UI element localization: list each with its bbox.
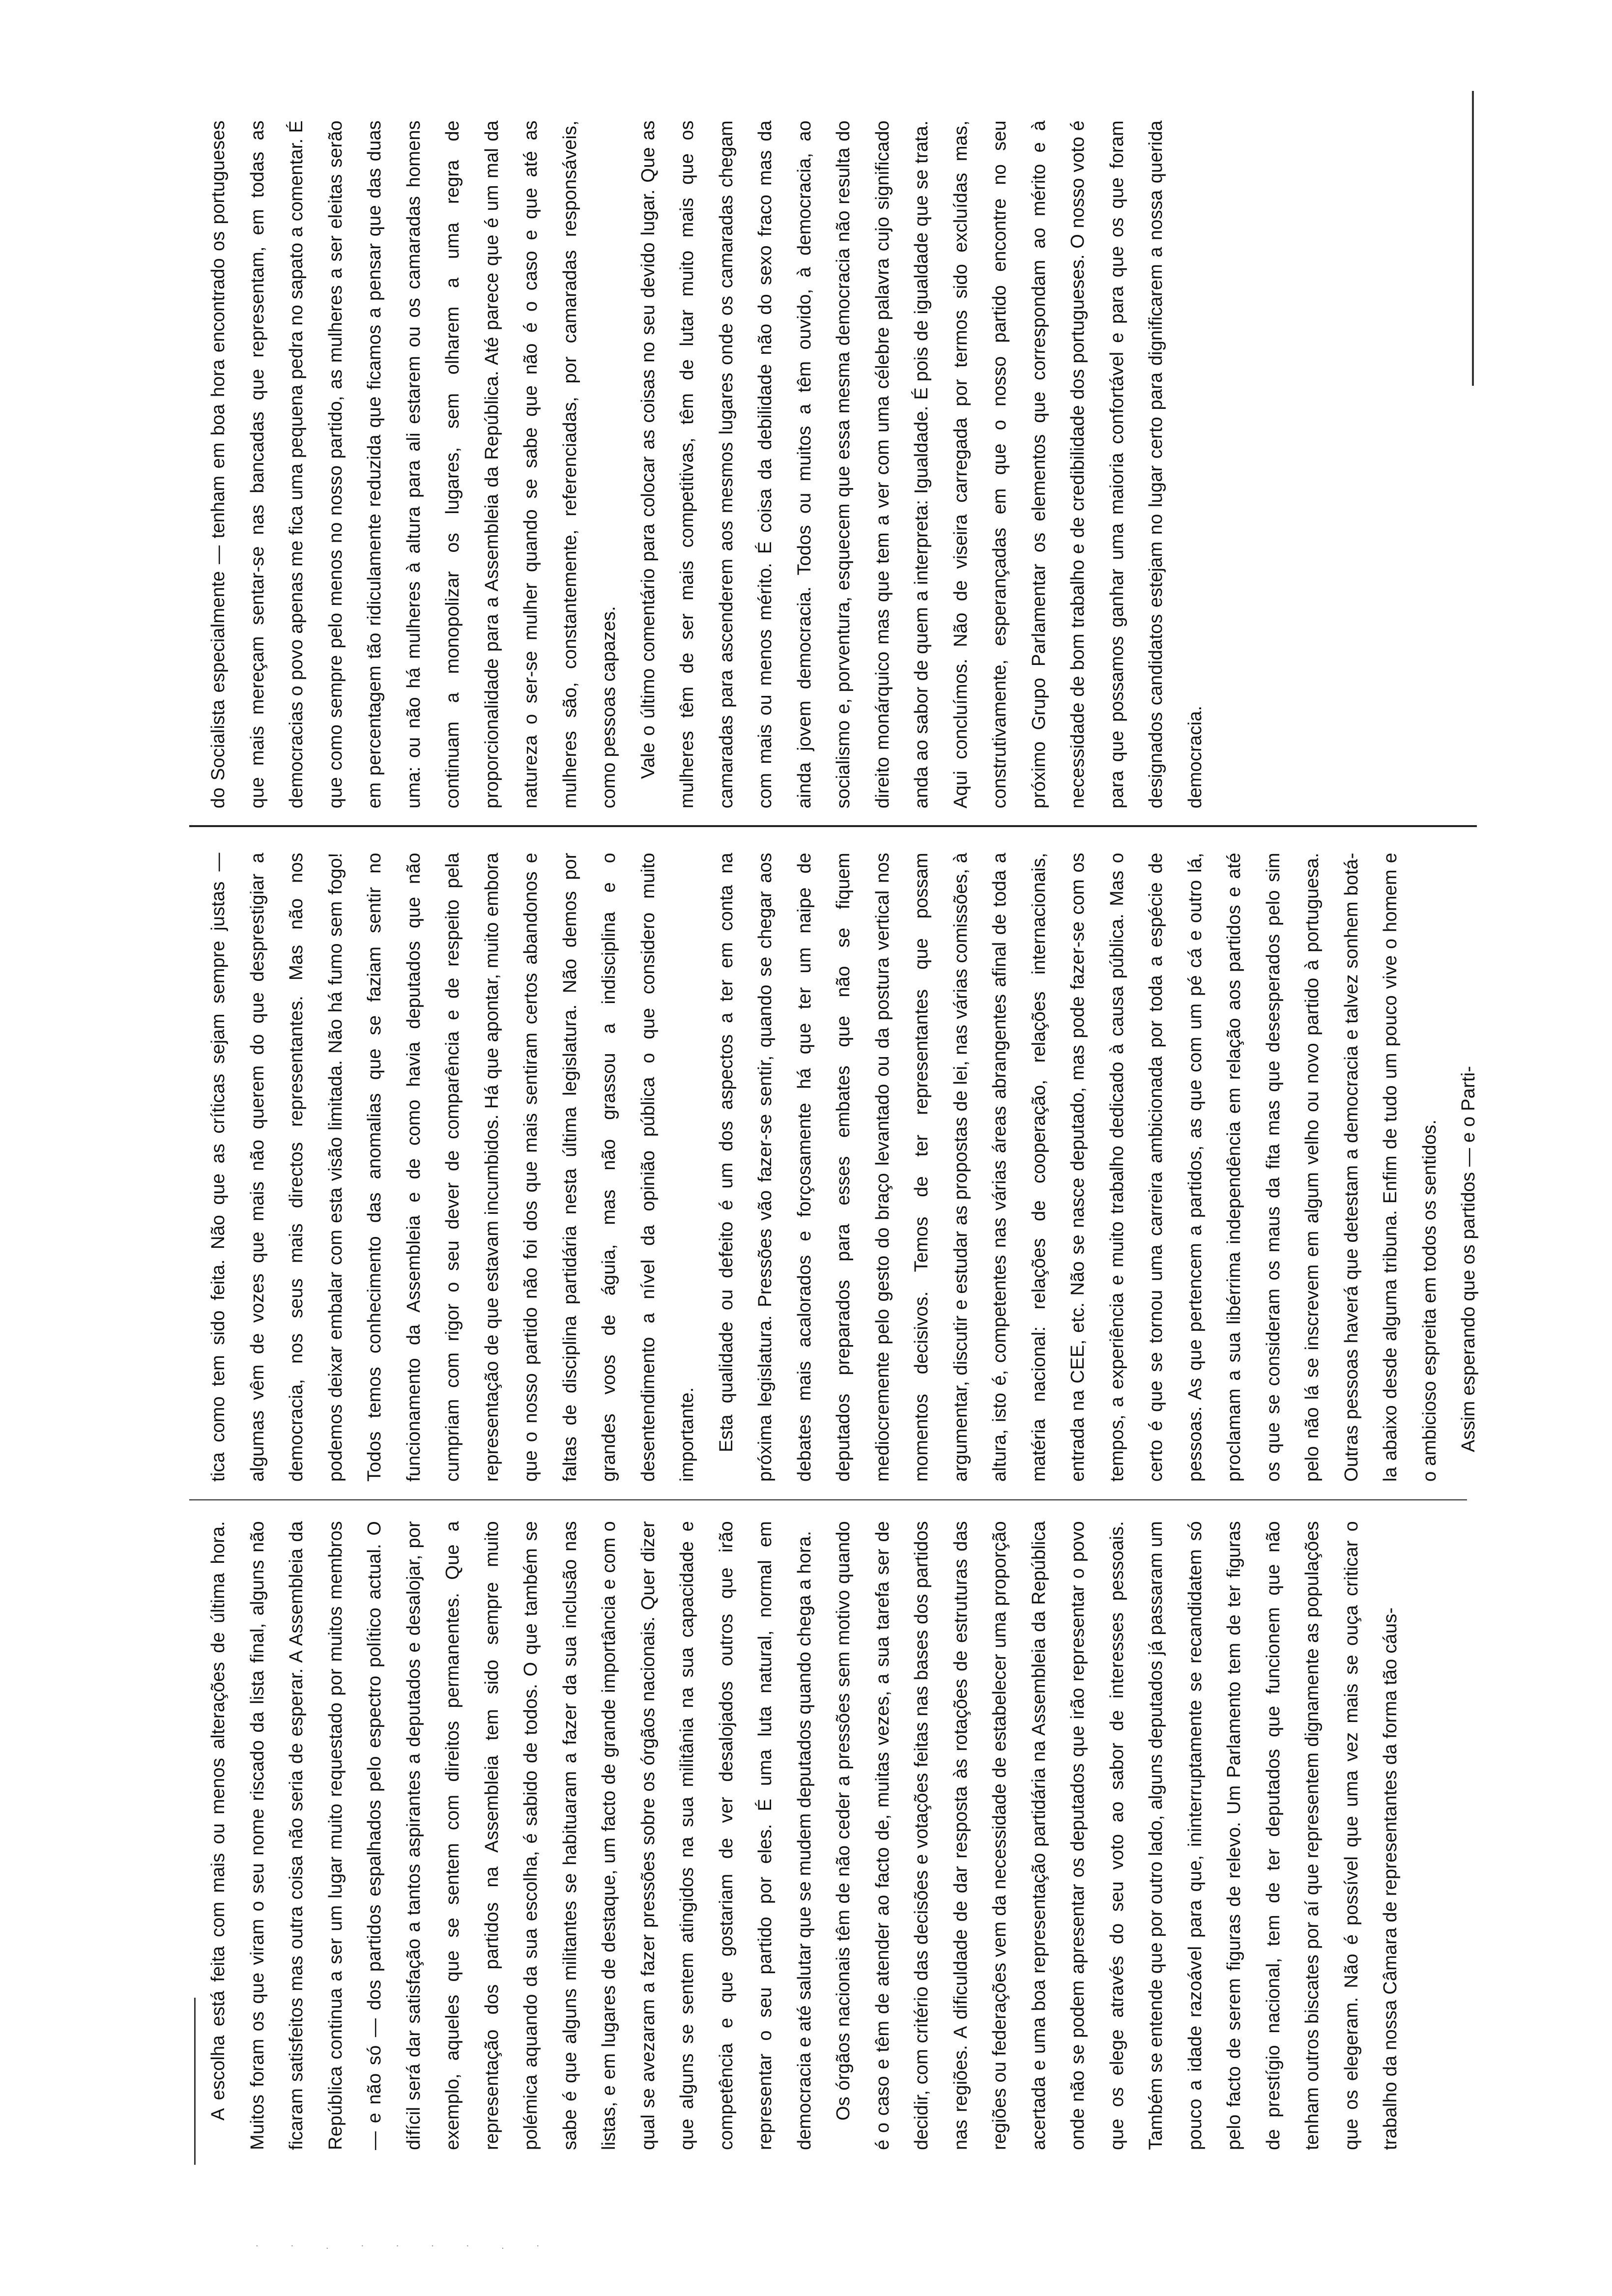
paragraph: Assim esperando que os partidos — e o Parti- <box>1458 1065 1479 1452</box>
paragraph: Os órgãos nacionais têm de não ceder a pressões sem motivo quando é o caso e têm de atender ao facto de, muitas vezes, a sua tarefa ser de decidir, com critério das decisões e votações feitas nas bases dos partidos nas regiões. A dificuldade de dar resposta às rotações de estruturas das regiões ou federações vem da necessidade de estabelecer uma proporção acertada e uma boa representação partidária na Assembleia da República onde não se podem apresentar os deputados que irão representar o povo que os elege através do seu voto ao sabor de interesses pessoais. Também se entende que por outro lado, alguns deputados já passaram um pouco a idade razoável para que, ininterruptamente se recandidatem só pelo facto de serem figuras de relevo. Um Parlamento tem de ter figuras de prestígio nacional, tem de ter deputados que funcionem que não tenham outros biscates por aí que representem dignamente as populações que os elegeram. Não é possível que uma vez mais se ouça criticar o trabalho da nossa Câmara de representantes da forma tão cáus- <box>833 1521 1401 2150</box>
paragraph: Vale o último comentário para colocar as coisas no seu devido lugar. Que as mulheres têm de ser mais competitivas, têm de lutar muito mais que os camaradas para ascenderem aos mesmos lugares onde os camaradas chegam com mais ou menos mérito. É coisa da debilidade não do sexo fraco mas da ainda jovem democracia. Todos ou muitos a têm ouvido, à democracia, ao socialismo e, porventura, esquecem que essa mesma democracia não resulta do direito monárquico mas que tem a ver com uma célebre palavra cujo significado anda ao sabor de quem a interpreta: Igualdade. É pois de igualdade que se trata. Aqui concluímos. Não de viseira carregada por termos sido excluídas mas, construtivamente, esperançadas em que o nosso partido encontre no seu próximo Grupo Parlamentar os elementos que correspondam ao mérito e à necessidade de bom trabalho e de credibilidade dos portugueses. O nosso voto é para que possamos ganhar uma maioria confortável e para que os que foram designados candidatos estejam no lugar certo para dignificarem a nossa querida democracia. <box>637 120 1206 808</box>
column-divider <box>189 825 1477 827</box>
article-column-1 <box>199 1521 1457 2150</box>
paragraph: do Socialista especialmente — tenham em boa hora encontrado os portugueses que mais mereçam sentar-se nas bancadas que representam, em todas as democracias o povo apenas me fica uma pequena pedra no sapato a comentar. É que como sempre pelo menos no nosso partido, as mulheres a ser eleitas serão em percentagem tão ridiculamente reduzida que ficamos a pensar que das duas uma: ou não há mulheres à altura para ali estarem ou os camaradas homens continuam a monopolizar os lugares, sem olharem a uma regra de proporcionalidade para a Assembleia da República. Até parece que é um mal da natureza o ser-se mulher quando se sabe que não é o caso e que até as mulheres são, constantemente, referenciadas, por camaradas responsáveis, como pessoas capazes. <box>208 120 619 808</box>
top-rule-left <box>194 1998 196 2165</box>
bottom-rule-right <box>1472 91 1474 386</box>
newspaper-clipping <box>160 91 1497 2165</box>
article-column-2 <box>199 853 1479 1482</box>
paragraph: Esta qualidade ou defeito é um dos aspectos a ter em conta na próxima legislatura. Pressões vão fazer-se sentir, quando se chegar aos debates mais acalorados e forçosamente há que ter um naipe de deputados preparados para esses embates que não se fiquem mediocremente pelo gesto do braço levantado ou da postura vertical nos momentos decisivos. Temos de ter representantes que possam argumentar, discutir e estudar as propostas de lei, nas várias comissões, à altura, isto é, competentes nas várias áreas abrangentes afinal de toda a matéria nacional: relações de cooperação, relações internacionais, entrada na CEE, etc. Não se nasce deputado, mas pode fazer-se com os tempos, a experiência e muito trabalho dedicado à causa pública. Mas o certo é que se tornou uma carreira ambicionada por toda a espécie de pessoas. As que pertencem a partidos, as que com um pé cá e outro lá, proclamam a sua libérrima independência em relação aos partidos e até os que se consideram os maus da fita mas que desesperados pelo sim pelo não lá se inscrevem em algum velho ou novo partido à portuguesa. Outras pessoas haverá que detestam a democracia e talvez sonhem botá-la abaixo desde alguma tribuna. Enfim de tudo um pouco vive o homem e o ambicioso espreita em todos os sentidos. <box>716 853 1440 1482</box>
paragraph: tica como tem sido feita. Não que as críticas sejam sempre justas — algumas vêm de vozes que mais não querem do que desprestigiar a democracia, nos seus mais directos representantes. Mas não nos podemos deixar embalar com esta visão limitada. Não há fumo sem fogo! Todos temos conhecimento das anomalias que se faziam sentir no funcionamento da Assembleia e de como havia deputados que não cumpriam com rigor o seu dever de comparência e de respeito pela representação de que estavam incumbidos. Há que apontar, muito embora que o nosso partido não foi dos que mais sentiram certos abandonos e faltas de disciplina partidária nesta última legislatura. Não demos por grandes voos de águia, mas não grassou a indisciplina e o desentendimento a nível da opinião pública o que considero muito importante. <box>208 853 697 1482</box>
article-column-3 <box>199 120 1457 808</box>
scan-specks: · · . · · · · . · <box>256 2241 554 2251</box>
paragraph: A escolha está feita com mais ou menos alterações de última hora. Muitos foram os que viram o seu nome riscado da lista final, alguns não ficaram satisfeitos mas outra coisa não seria de esperar. A Assembleia da República continua a ser um lugar muito requestado por muitos membros — e não só — dos partidos espalhados pelo espectro político actual. O difícil será dar satisfação a tantos aspirantes a deputados e desalojar, por exemplo, aqueles que se sentem com direitos permanentes. Que a representação dos partidos na Assembleia tem sido sempre muito polémica aquando da sua escolha, é sabido de todos. O que também se sabe é que alguns militantes se habituaram a fazer da sua inclusão nas listas, e em lugares de destaque, um facto de grande importância e com o qual se avezaram a fazer pressões sobre os órgãos nacionais. Quer dizer que alguns se sentem atingidos na sua militânia na sua capacidade e competência e que gostariam de ver desalojados outros que irão representar o seu partido por eles. É uma luta natural, normal em democracia e até salutar que se mudem deputados quando chega a hora. <box>208 1521 815 2150</box>
column-divider <box>189 1499 1467 1500</box>
